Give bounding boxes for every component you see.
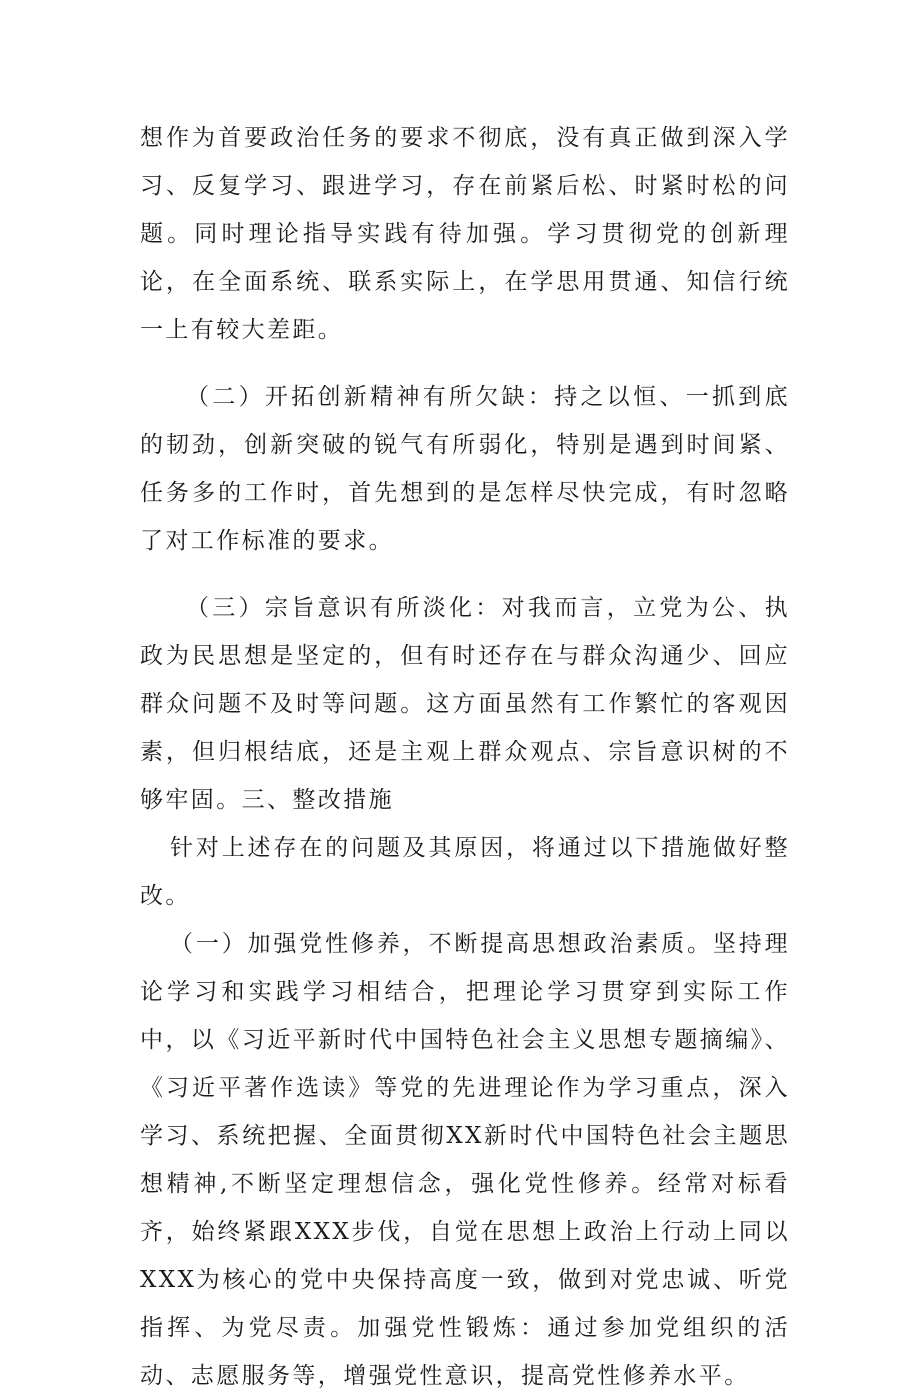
paragraph-innovation-spirit: （二）开拓创新精神有所欠缺：持之以恒、一抓到底的韧劲，创新突破的锐气有所弱化，特别是遇到时间紧、任务多的工作时，首先想到的是怎样尽快完成，有时忽略了对工作标准的要求。: [140, 384, 790, 554]
paragraph-party-cultivation: （一）加强党性修养，不断提高思想政治素质。坚持理论学习和实践学习相结合，把理论学习贯穿到实际工作中，以《习近平新时代中国特色社会主义思想专题摘编》、《习近平著作选读》等党的先进理论作为学习重点，深入学习、系统把握、全面贯彻XX新时代中国特色社会主题思想精神,不断坚定理想信念，强化党性修养。经常对标看齐，始终紧跟XXX步伐，自觉在思想上政治上行动上同以XXX为核心的党中央保持高度一致，做到对党忠诚、听党指挥、为党尽责。加强党性锻炼：通过参加党组织的活动、志愿服务等，增强党性意识，提高党性修养水平。: [140, 931, 790, 1389]
document-body: [140, 114, 790, 1400]
paragraph-continued: 想作为首要政治任务的要求不彻底，没有真正做到深入学习、反复学习、跟进学习，存在前紧后松、时紧时松的问题。同时理论指导实践有待加强。学习贯彻党的创新理论，在全面系统、联系实际上，在学思用贯通、知信行统一上有较大差距。: [140, 125, 790, 343]
paragraph-purpose-awareness: （三）宗旨意识有所淡化：对我而言，立党为公、执政为民思想是坚定的，但有时还存在与群众沟通少、回应群众问题不及时等问题。这方面虽然有工作繁忙的客观因素，但归根结底，还是主观上群众观点、宗旨意识树的不够牢固。三、整改措施: [140, 595, 790, 813]
paragraph-rectification-intro: 针对上述存在的问题及其原因，将通过以下措施做好整改。: [140, 835, 790, 909]
